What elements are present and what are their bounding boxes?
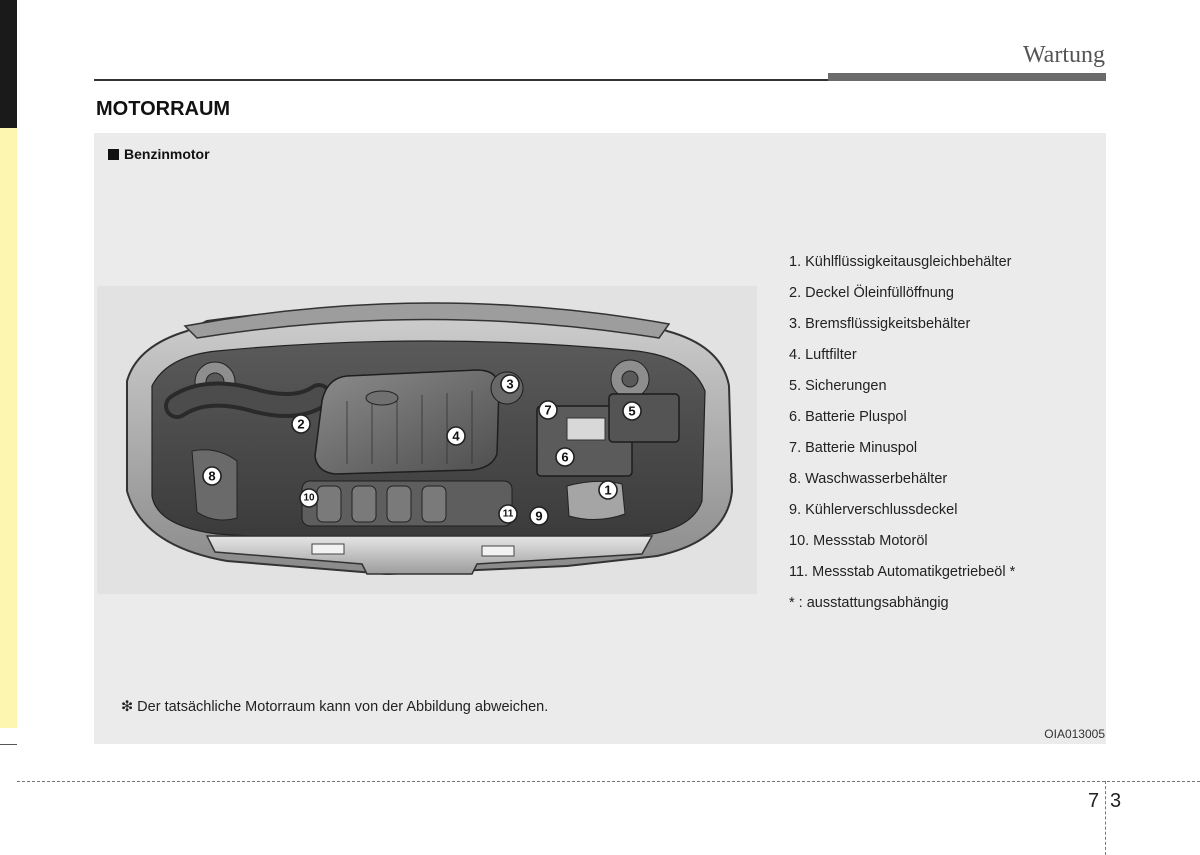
svg-text:5: 5 (628, 403, 636, 419)
header-rule-accent (828, 73, 1106, 81)
footer-divider (17, 781, 1200, 782)
chapter-tab-dark (0, 0, 17, 128)
callout-11 (499, 505, 517, 523)
component-legend (789, 254, 1015, 626)
square-bullet-icon (108, 149, 119, 160)
engine-illustration (97, 286, 757, 594)
callout-2 (292, 415, 310, 433)
callout-8 (203, 467, 221, 485)
figure-code: OIA013005 (1044, 727, 1105, 741)
legend-item: 4. Luftfilter (789, 347, 857, 363)
callout-3 (501, 375, 519, 393)
svg-text:11: 11 (502, 508, 514, 520)
page-number: 3 (1110, 790, 1122, 812)
header-rule (94, 79, 829, 81)
svg-text:4: 4 (452, 428, 460, 444)
svg-text:8: 8 (208, 468, 216, 484)
engine-bay-drawing (97, 286, 757, 594)
svg-text:3: 3 (506, 376, 514, 392)
page-number-divider (1105, 781, 1106, 855)
subheading-text: Benzinmotor (124, 146, 210, 162)
legend-item: 7. Batterie Minuspol (789, 440, 918, 456)
legend-item: 3. Bremsflüssigkeitsbehälter (789, 316, 971, 332)
svg-text:1: 1 (604, 482, 612, 498)
callout-6 (556, 448, 574, 466)
figure-subheading (108, 146, 210, 162)
chapter-title: Wartung (1022, 42, 1105, 68)
legend-item: 9. Kühlerverschlussdeckel (789, 502, 958, 518)
svg-text:7: 7 (544, 402, 552, 418)
section-title: MOTORRAUM (96, 98, 231, 120)
callout-9 (530, 507, 548, 525)
callout-4 (447, 427, 465, 445)
side-tick (0, 744, 17, 745)
legend-item: 6. Batterie Pluspol (789, 409, 907, 425)
chapter-number: 7 (1088, 790, 1100, 812)
svg-text:2: 2 (297, 416, 305, 432)
callout-7 (539, 401, 557, 419)
figure-note: ❇ Der tatsächliche Motorraum kann von der Abbildung abweichen. (121, 699, 549, 715)
legend-item: 2. Deckel Öleinfüllöffnung (789, 285, 954, 301)
callout-1 (599, 481, 617, 499)
legend-item: 11. Messstab Automatikgetriebeöl * (789, 564, 1016, 580)
legend-footnote: * : ausstattungsabhängig (789, 595, 949, 611)
legend-item: 5. Sicherungen (789, 378, 887, 394)
svg-text:9: 9 (535, 508, 543, 524)
callout-10 (300, 489, 318, 507)
legend-item: 1. Kühlflüssigkeitausgleichbehälter (789, 254, 1012, 270)
svg-text:10: 10 (303, 492, 315, 504)
legend-item: 8. Waschwasserbehälter (789, 471, 948, 487)
svg-text:6: 6 (561, 449, 569, 465)
callout-5 (623, 402, 641, 420)
chapter-tab-yellow (0, 128, 17, 728)
legend-item: 10. Messstab Motoröl (789, 533, 928, 549)
